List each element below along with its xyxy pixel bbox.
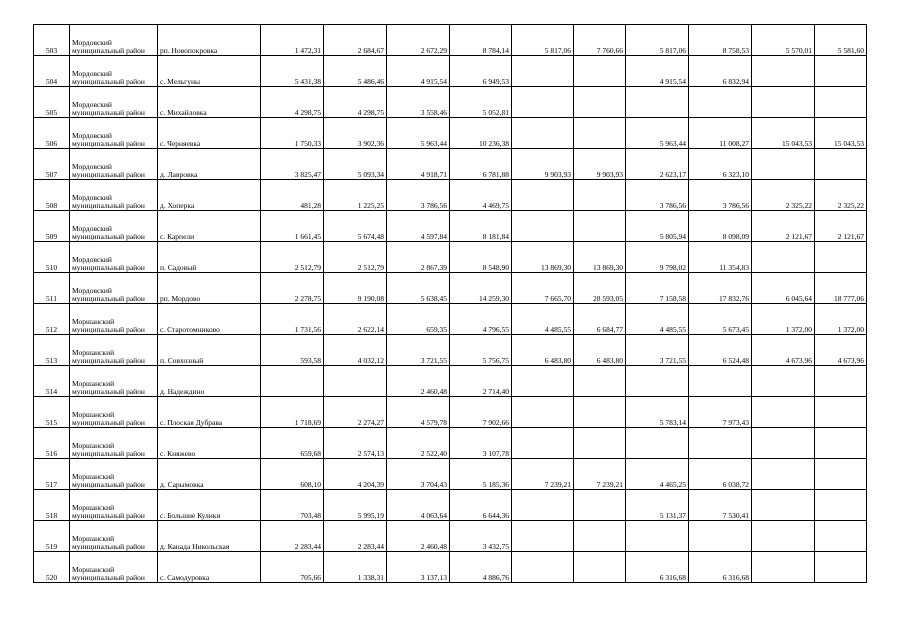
settlement-cell: с. Мельгуны bbox=[158, 56, 261, 87]
value-cell bbox=[512, 490, 574, 521]
district-cell: Моршанский муниципальный район bbox=[70, 428, 158, 459]
value-cell: 2 278,75 bbox=[261, 273, 324, 304]
value-cell: 4 915,54 bbox=[387, 56, 450, 87]
row-number-cell: 511 bbox=[34, 273, 70, 304]
value-cell bbox=[512, 428, 574, 459]
value-cell bbox=[574, 397, 626, 428]
district-cell: Моршанский муниципальный район bbox=[70, 490, 158, 521]
value-cell: 2 121,67 bbox=[752, 211, 815, 242]
settlement-cell: с. Карпели bbox=[158, 211, 261, 242]
table-row bbox=[34, 149, 867, 180]
value-cell bbox=[752, 242, 815, 273]
value-cell: 2 274,27 bbox=[324, 397, 387, 428]
value-cell: 2 512,79 bbox=[324, 242, 387, 273]
value-cell: 6 644,36 bbox=[450, 490, 512, 521]
value-cell: 11 354,83 bbox=[689, 242, 752, 273]
value-cell bbox=[752, 397, 815, 428]
value-cell bbox=[512, 56, 574, 87]
value-cell: 9 903,93 bbox=[512, 149, 574, 180]
row-number-cell: 507 bbox=[34, 149, 70, 180]
value-cell: 5 783,14 bbox=[626, 397, 689, 428]
row-number-cell: 516 bbox=[34, 428, 70, 459]
value-cell: 5 093,34 bbox=[324, 149, 387, 180]
table-row bbox=[34, 211, 867, 242]
value-cell: 8 758,53 bbox=[689, 25, 752, 56]
value-cell: 5 674,48 bbox=[324, 211, 387, 242]
value-cell bbox=[574, 180, 626, 211]
table-row bbox=[34, 242, 867, 273]
settlement-cell: п. Совхозный bbox=[158, 335, 261, 366]
value-cell: 1 718,69 bbox=[261, 397, 324, 428]
value-cell: 7 530,41 bbox=[689, 490, 752, 521]
value-cell: 7 973,43 bbox=[689, 397, 752, 428]
value-cell: 5 185,36 bbox=[450, 459, 512, 490]
value-cell: 1 225,25 bbox=[324, 180, 387, 211]
value-cell: 9 798,02 bbox=[626, 242, 689, 273]
district-cell: Моршанский муниципальный район bbox=[70, 521, 158, 552]
value-cell bbox=[752, 490, 815, 521]
value-cell: 2 623,17 bbox=[626, 149, 689, 180]
district-cell: Мордовский муниципальный район bbox=[70, 87, 158, 118]
value-cell: 13 869,30 bbox=[574, 242, 626, 273]
value-cell: 6 316,68 bbox=[689, 552, 752, 583]
value-cell: 7 902,66 bbox=[450, 397, 512, 428]
row-number-cell: 510 bbox=[34, 242, 70, 273]
value-cell bbox=[815, 428, 867, 459]
value-cell: 4 673,96 bbox=[752, 335, 815, 366]
value-cell: 5 486,46 bbox=[324, 56, 387, 87]
value-cell bbox=[512, 211, 574, 242]
table-row bbox=[34, 335, 867, 366]
value-cell: 10 236,38 bbox=[450, 118, 512, 149]
value-cell: 2 512,79 bbox=[261, 242, 324, 273]
value-cell bbox=[324, 366, 387, 397]
value-cell bbox=[689, 366, 752, 397]
value-cell: 3 825,47 bbox=[261, 149, 324, 180]
value-cell: 2 460,48 bbox=[387, 521, 450, 552]
value-cell: 4 298,75 bbox=[324, 87, 387, 118]
settlement-cell: д. Надеждино bbox=[158, 366, 261, 397]
value-cell: 4 298,75 bbox=[261, 87, 324, 118]
value-cell: 11 008,27 bbox=[689, 118, 752, 149]
table-row bbox=[34, 304, 867, 335]
value-cell bbox=[626, 366, 689, 397]
district-cell: Моршанский муниципальный район bbox=[70, 304, 158, 335]
value-cell: 4 673,96 bbox=[815, 335, 867, 366]
value-cell bbox=[752, 521, 815, 552]
value-cell: 2 283,44 bbox=[324, 521, 387, 552]
value-cell bbox=[689, 87, 752, 118]
value-cell: 15 043,53 bbox=[815, 118, 867, 149]
table-row bbox=[34, 366, 867, 397]
value-cell bbox=[626, 428, 689, 459]
settlement-cell: с. Самодуровка bbox=[158, 552, 261, 583]
table-row bbox=[34, 25, 867, 56]
settlement-cell: с. Черняевка bbox=[158, 118, 261, 149]
value-cell: 481,28 bbox=[261, 180, 324, 211]
value-cell: 1 372,00 bbox=[752, 304, 815, 335]
value-cell: 7 760,66 bbox=[574, 25, 626, 56]
value-cell: 5 756,75 bbox=[450, 335, 512, 366]
value-cell bbox=[752, 149, 815, 180]
district-cell: Моршанский муниципальный район bbox=[70, 459, 158, 490]
value-cell bbox=[815, 490, 867, 521]
value-cell: 4 485,55 bbox=[626, 304, 689, 335]
settlement-cell: рп. Мордово bbox=[158, 273, 261, 304]
value-cell: 5 581,60 bbox=[815, 25, 867, 56]
district-cell: Мордовский муниципальный район bbox=[70, 180, 158, 211]
value-cell: 9 190,08 bbox=[324, 273, 387, 304]
row-number-cell: 515 bbox=[34, 397, 70, 428]
value-cell: 1 472,31 bbox=[261, 25, 324, 56]
district-cell: Мордовский муниципальный район bbox=[70, 25, 158, 56]
value-cell bbox=[574, 211, 626, 242]
settlement-cell: с. Плоская Дубрава bbox=[158, 397, 261, 428]
settlement-cell: д. Канада Никольская bbox=[158, 521, 261, 552]
value-cell: 4 465,25 bbox=[626, 459, 689, 490]
value-cell: 8 098,09 bbox=[689, 211, 752, 242]
value-cell: 18 777,06 bbox=[815, 273, 867, 304]
value-cell: 6 483,80 bbox=[574, 335, 626, 366]
value-cell: 6 781,88 bbox=[450, 149, 512, 180]
value-cell: 4 886,76 bbox=[450, 552, 512, 583]
row-number-cell: 514 bbox=[34, 366, 70, 397]
value-cell: 3 902,36 bbox=[324, 118, 387, 149]
value-cell bbox=[815, 242, 867, 273]
value-cell: 5 052,81 bbox=[450, 87, 512, 118]
row-number-cell: 519 bbox=[34, 521, 70, 552]
value-cell: 593,58 bbox=[261, 335, 324, 366]
value-cell: 5 817,06 bbox=[512, 25, 574, 56]
tariff-table bbox=[33, 24, 867, 583]
value-cell: 2 714,40 bbox=[450, 366, 512, 397]
value-cell bbox=[512, 180, 574, 211]
value-cell bbox=[626, 87, 689, 118]
value-cell: 3 137,13 bbox=[387, 552, 450, 583]
value-cell bbox=[574, 490, 626, 521]
value-cell: 6 316,68 bbox=[626, 552, 689, 583]
value-cell: 2 622,14 bbox=[324, 304, 387, 335]
value-cell: 6 045,64 bbox=[752, 273, 815, 304]
value-cell: 6 323,10 bbox=[689, 149, 752, 180]
value-cell: 28 593,05 bbox=[574, 273, 626, 304]
value-cell bbox=[752, 428, 815, 459]
value-cell: 8 784,14 bbox=[450, 25, 512, 56]
table-row bbox=[34, 428, 867, 459]
value-cell: 7 158,58 bbox=[626, 273, 689, 304]
value-cell bbox=[574, 87, 626, 118]
settlement-cell: д. Хоперка bbox=[158, 180, 261, 211]
value-cell bbox=[574, 552, 626, 583]
district-cell: Моршанский муниципальный район bbox=[70, 335, 158, 366]
value-cell: 5 673,45 bbox=[689, 304, 752, 335]
value-cell: 6 038,72 bbox=[689, 459, 752, 490]
value-cell bbox=[815, 56, 867, 87]
value-cell bbox=[512, 366, 574, 397]
settlement-cell: с. Большие Кулики bbox=[158, 490, 261, 521]
value-cell: 3 786,56 bbox=[387, 180, 450, 211]
value-cell: 7 239,21 bbox=[574, 459, 626, 490]
value-cell: 5 805,94 bbox=[626, 211, 689, 242]
value-cell: 7 665,70 bbox=[512, 273, 574, 304]
value-cell bbox=[815, 366, 867, 397]
value-cell: 4 597,84 bbox=[387, 211, 450, 242]
value-cell: 6 524,48 bbox=[689, 335, 752, 366]
value-cell: 3 558,46 bbox=[387, 87, 450, 118]
table-row bbox=[34, 490, 867, 521]
value-cell: 4 469,75 bbox=[450, 180, 512, 211]
value-cell: 7 239,21 bbox=[512, 459, 574, 490]
table-row bbox=[34, 521, 867, 552]
district-cell: Мордовский муниципальный район bbox=[70, 273, 158, 304]
value-cell: 6 832,94 bbox=[689, 56, 752, 87]
value-cell: 5 963,44 bbox=[626, 118, 689, 149]
table-row bbox=[34, 56, 867, 87]
value-cell: 13 869,30 bbox=[512, 242, 574, 273]
value-cell: 5 570,01 bbox=[752, 25, 815, 56]
value-cell bbox=[512, 118, 574, 149]
value-cell: 4 796,55 bbox=[450, 304, 512, 335]
value-cell: 6 949,53 bbox=[450, 56, 512, 87]
value-cell bbox=[512, 521, 574, 552]
value-cell: 6 684,77 bbox=[574, 304, 626, 335]
value-cell: 17 832,76 bbox=[689, 273, 752, 304]
table-row bbox=[34, 459, 867, 490]
value-cell bbox=[574, 428, 626, 459]
value-cell: 1 731,56 bbox=[261, 304, 324, 335]
row-number-cell: 504 bbox=[34, 56, 70, 87]
value-cell: 4 032,12 bbox=[324, 335, 387, 366]
value-cell bbox=[815, 459, 867, 490]
table-row bbox=[34, 397, 867, 428]
table-row bbox=[34, 118, 867, 149]
table-row bbox=[34, 273, 867, 304]
value-cell: 703,48 bbox=[261, 490, 324, 521]
settlement-cell: д. Лавровка bbox=[158, 149, 261, 180]
value-cell bbox=[574, 118, 626, 149]
value-cell: 1 372,00 bbox=[815, 304, 867, 335]
value-cell: 2 522,40 bbox=[387, 428, 450, 459]
value-cell: 659,35 bbox=[387, 304, 450, 335]
settlement-cell: с. Михайловка bbox=[158, 87, 261, 118]
value-cell: 3 107,78 bbox=[450, 428, 512, 459]
value-cell: 15 043,53 bbox=[752, 118, 815, 149]
value-cell: 3 704,43 bbox=[387, 459, 450, 490]
value-cell bbox=[574, 56, 626, 87]
district-cell: Мордовский муниципальный район bbox=[70, 242, 158, 273]
value-cell: 1 750,33 bbox=[261, 118, 324, 149]
value-cell bbox=[512, 397, 574, 428]
value-cell: 5 638,45 bbox=[387, 273, 450, 304]
value-cell: 4 485,55 bbox=[512, 304, 574, 335]
value-cell: 2 684,67 bbox=[324, 25, 387, 56]
value-cell: 4 063,64 bbox=[387, 490, 450, 521]
row-number-cell: 508 bbox=[34, 180, 70, 211]
row-number-cell: 505 bbox=[34, 87, 70, 118]
row-number-cell: 506 bbox=[34, 118, 70, 149]
value-cell bbox=[752, 552, 815, 583]
value-cell bbox=[689, 521, 752, 552]
value-cell bbox=[512, 552, 574, 583]
value-cell: 6 483,80 bbox=[512, 335, 574, 366]
value-cell: 2 325,22 bbox=[752, 180, 815, 211]
value-cell: 4 915,54 bbox=[626, 56, 689, 87]
row-number-cell: 503 bbox=[34, 25, 70, 56]
value-cell: 8 548,90 bbox=[450, 242, 512, 273]
value-cell: 2 574,13 bbox=[324, 428, 387, 459]
value-cell bbox=[574, 521, 626, 552]
row-number-cell: 520 bbox=[34, 552, 70, 583]
value-cell bbox=[689, 428, 752, 459]
value-cell: 9 903,93 bbox=[574, 149, 626, 180]
value-cell bbox=[261, 366, 324, 397]
value-cell: 4 204,39 bbox=[324, 459, 387, 490]
settlement-cell: с. Княжево bbox=[158, 428, 261, 459]
value-cell: 5 995,19 bbox=[324, 490, 387, 521]
value-cell: 8 181,84 bbox=[450, 211, 512, 242]
district-cell: Мордовский муниципальный район bbox=[70, 211, 158, 242]
table-row bbox=[34, 552, 867, 583]
district-cell: Мордовский муниципальный район bbox=[70, 56, 158, 87]
value-cell: 2 325,22 bbox=[815, 180, 867, 211]
value-cell: 3 721,55 bbox=[387, 335, 450, 366]
value-cell bbox=[574, 366, 626, 397]
value-cell: 14 259,30 bbox=[450, 273, 512, 304]
row-number-cell: 513 bbox=[34, 335, 70, 366]
value-cell bbox=[752, 87, 815, 118]
settlement-cell: д. Сарымовка bbox=[158, 459, 261, 490]
row-number-cell: 518 bbox=[34, 490, 70, 521]
value-cell: 5 431,38 bbox=[261, 56, 324, 87]
value-cell: 1 338,31 bbox=[324, 552, 387, 583]
row-number-cell: 509 bbox=[34, 211, 70, 242]
table-row bbox=[34, 87, 867, 118]
value-cell bbox=[752, 366, 815, 397]
value-cell: 5 963,44 bbox=[387, 118, 450, 149]
value-cell: 2 460,48 bbox=[387, 366, 450, 397]
settlement-cell: рп. Новопокровка bbox=[158, 25, 261, 56]
value-cell: 4 918,71 bbox=[387, 149, 450, 180]
value-cell: 3 432,75 bbox=[450, 521, 512, 552]
value-cell bbox=[815, 397, 867, 428]
table-row bbox=[34, 180, 867, 211]
district-cell: Моршанский муниципальный район bbox=[70, 552, 158, 583]
value-cell: 608,10 bbox=[261, 459, 324, 490]
settlement-cell: п. Садовый bbox=[158, 242, 261, 273]
row-number-cell: 517 bbox=[34, 459, 70, 490]
district-cell: Моршанский муниципальный район bbox=[70, 366, 158, 397]
value-cell: 3 721,55 bbox=[626, 335, 689, 366]
value-cell: 4 579,78 bbox=[387, 397, 450, 428]
value-cell bbox=[815, 149, 867, 180]
value-cell: 2 121,67 bbox=[815, 211, 867, 242]
row-number-cell: 512 bbox=[34, 304, 70, 335]
value-cell bbox=[626, 521, 689, 552]
district-cell: Мордовский муниципальный район bbox=[70, 149, 158, 180]
value-cell bbox=[752, 459, 815, 490]
value-cell bbox=[815, 521, 867, 552]
value-cell bbox=[815, 552, 867, 583]
value-cell: 705,66 bbox=[261, 552, 324, 583]
settlement-cell: с. Старотомниково bbox=[158, 304, 261, 335]
district-cell: Мордовский муниципальный район bbox=[70, 118, 158, 149]
value-cell: 3 786,56 bbox=[626, 180, 689, 211]
value-cell bbox=[512, 87, 574, 118]
value-cell: 2 283,44 bbox=[261, 521, 324, 552]
value-cell: 1 661,45 bbox=[261, 211, 324, 242]
value-cell: 2 672,29 bbox=[387, 25, 450, 56]
value-cell: 5 131,37 bbox=[626, 490, 689, 521]
value-cell bbox=[752, 56, 815, 87]
value-cell: 3 786,56 bbox=[689, 180, 752, 211]
value-cell: 2 867,39 bbox=[387, 242, 450, 273]
value-cell: 5 817,06 bbox=[626, 25, 689, 56]
district-cell: Моршанский муниципальный район bbox=[70, 397, 158, 428]
value-cell bbox=[815, 87, 867, 118]
value-cell: 659,68 bbox=[261, 428, 324, 459]
